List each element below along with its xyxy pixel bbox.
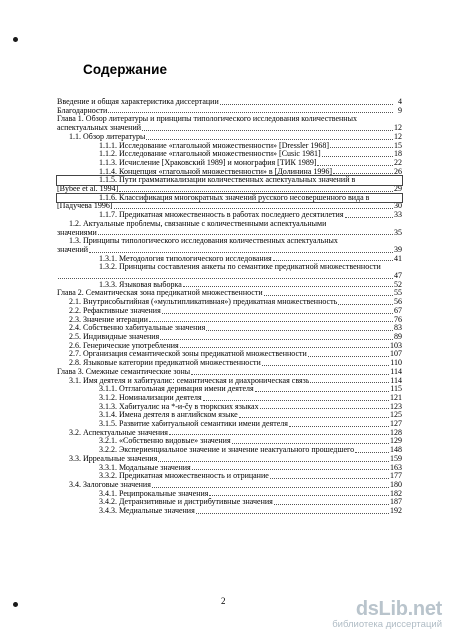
toc-entry[interactable] [57,498,402,507]
toc-entry-text: 3.2. Аспектуальные значения [69,428,168,437]
toc-entry[interactable] [57,316,402,325]
toc-entry[interactable] [57,420,402,429]
toc-entry-text: 3.3. Ирреальные значения [69,454,158,463]
toc-entry[interactable] [57,472,402,481]
dot-leader [108,111,393,113]
toc-entry-text: 1.1. Обзор литературы [69,132,146,141]
toc-page-number: 192 [390,506,402,516]
dot-leader [239,416,389,418]
toc-page-number: 18 [394,149,402,159]
toc-page-number: 182 [390,488,402,498]
toc-entry[interactable] [57,455,402,464]
toc-entry[interactable] [57,211,402,220]
toc-entry[interactable] [57,307,402,316]
toc-entry-text: 3.4.3. Медиальные значения [99,507,195,516]
corner-dot-top-left [13,37,18,42]
dot-leader [270,477,389,479]
toc-entry-text: 1.1.2. Исследование «глагольной множественности» [Cusic 1981] [99,150,321,159]
toc-entry[interactable] [57,159,402,168]
toc-entry-text: 3.3.1. Модальные значения [99,463,191,472]
toc-entry[interactable] [57,446,402,455]
toc-page-number: 55 [394,288,402,298]
dot-leader [149,320,393,322]
toc-page-number: 159 [390,453,402,463]
toc-entry[interactable] [57,255,402,264]
toc-entry[interactable] [57,263,402,280]
toc-entry-text: 3.3.2. Предикатная множественность и отрицание [99,472,269,481]
dot-leader [255,390,390,392]
toc-page-number: 47 [394,271,402,281]
toc-entry-text: Глава 2. Семантическая зона предикатной множественности [57,289,263,298]
toc-entry[interactable] [57,377,402,386]
toc-entry-text: 1.1.3. Исчисление [Храковский 1989] и монография [ТИК 1989] [99,158,317,167]
dot-leader [162,312,393,314]
page-title: Содержание [83,62,168,77]
dot-leader [338,303,393,305]
toc-page-number: 121 [390,392,402,402]
dot-leader [232,442,389,444]
dot-leader [146,138,393,140]
toc-page-number: 67 [394,305,402,315]
toc-page-number: 123 [390,401,402,411]
toc-entry-text: 1.2. Актуальные проблемы, связанные с количественными аспектуальными [69,219,327,228]
toc-entry[interactable] [57,403,402,412]
toc-page-number: 125 [390,410,402,420]
toc-entry-text: 2.6. Генерические употребления [69,341,179,350]
toc-page-number: 26 [394,166,402,176]
toc-entry-text: 3.4.2. Детранзитивные и дистрибутивные значения [99,498,273,507]
dot-leader [160,338,393,340]
dot-leader [262,364,389,366]
dot-leader [183,285,393,287]
toc-entry[interactable] [57,437,402,446]
toc-entry-text: Глава 3. Смежные семантические зоны [57,367,191,376]
toc-entry-text: 3.4.1. Реципрокальные значения [99,489,209,498]
toc-entry[interactable] [57,281,402,290]
toc-page-number: 128 [390,427,402,437]
toc-entry[interactable] [57,368,402,377]
toc-entry-text: 1.1.7. Предикатная множественность в работах последнего десятилетия [99,211,344,220]
toc-entry-text: 3.4. Залоговые значения [69,480,151,489]
toc-entry-text: Благодарности [57,106,108,115]
toc-entry[interactable] [57,237,402,254]
toc-page-number: 129 [390,436,402,446]
toc-entry-text: [Bybee et al. 1994] [57,185,119,194]
toc-page-number: 163 [390,462,402,472]
dot-leader [203,399,389,401]
toc-entry[interactable] [57,115,402,132]
dot-leader [308,355,389,357]
toc-page-number: 103 [390,340,402,350]
toc-page-number: 76 [394,314,402,324]
toc-page-number: 39 [394,244,402,254]
dot-leader [180,346,389,348]
toc-entry[interactable] [57,168,402,177]
toc-entry[interactable] [57,98,402,107]
toc-entry[interactable] [57,385,402,394]
toc-entry[interactable] [57,150,402,159]
toc-entry-text: аспектуальных значений [57,124,142,133]
toc-entry[interactable] [57,429,402,438]
toc-entry[interactable] [57,464,402,473]
toc-entry-text: 1.1.4. Концепция «глагольной множественности» в [Долинина 1996] [99,167,333,176]
toc-entry[interactable] [57,289,402,298]
dot-leader [196,512,389,514]
dot-leader [142,129,393,131]
toc-page-number: 107 [390,349,402,359]
toc-entry-text: Введение и общая характеристика диссертации [57,98,219,106]
dot-leader [158,460,389,462]
toc-entry[interactable] [57,324,402,333]
toc-entry[interactable] [57,350,402,359]
dot-leader [260,407,389,409]
corner-dot-bottom-left [13,602,18,607]
toc-entry-text: Глава 1. Обзор литературы и принципы типологического исследования количественных [57,115,357,124]
toc-page-number: 12 [394,131,402,141]
dot-leader [192,468,389,470]
toc-entry[interactable] [57,107,402,116]
dot-leader [264,294,393,296]
toc-entry-text: 3.1.1. Отглагольная деривация имени деятеля [99,385,254,394]
dot-leader [191,373,389,375]
toc-entry[interactable] [57,194,402,211]
dot-leader [98,233,393,235]
toc-entry-text: 1.1.1. Исследование «глагольной множественности» [Dressler 1968] [99,141,330,150]
dot-leader [310,381,389,383]
toc-entry-text: 2.5. Индивидные значения [69,332,160,341]
toc-page-number: 89 [394,331,402,341]
toc-page-number: 114 [390,366,402,376]
dot-leader [289,425,389,427]
toc-page-number: 35 [394,227,402,237]
dot-leader [274,503,389,505]
toc-entry-text: 2.7. Организация семантической зоны предикатной множественности [69,350,307,359]
toc-entry-text: 3.1. Имя деятеля и хабитуалис: семантическая и диахроническая связь [69,376,310,385]
toc-page-number: 41 [394,253,402,263]
dot-leader [273,259,393,261]
toc-entry[interactable] [57,142,402,151]
toc-entry-text: 3.2.1. «Собственно видовые» значения [99,437,231,446]
toc-entry-text: 1.1.5. Пути грамматикализации количественных аспектуальных значений в [99,176,356,185]
toc-entry[interactable] [57,298,402,307]
page-number: 2 [221,596,226,606]
toc-page-number: 15 [394,140,402,150]
toc-entry-text: 3.1.3. Хабитуалис на *-и-čу в тюркских языках [99,402,259,411]
dot-leader [169,433,389,435]
toc-entry[interactable] [57,507,402,516]
dot-leader [333,172,393,174]
watermark-subtitle: библиотека диссертаций [332,619,442,630]
toc-page-number: 83 [394,323,402,333]
toc-entry-text: 2.8. Языковые категории предикатной множественности [69,359,261,368]
toc-entry[interactable] [57,481,402,490]
table-of-contents [57,98,402,516]
dot-leader [220,103,393,105]
toc-entry-text: 3.1.4. Имена деятеля в английском языке [99,411,238,420]
toc-entry-text: значений [57,245,89,254]
toc-entry[interactable] [57,133,402,142]
toc-entry-text: 1.1.6. Классификация многократных значений русского несовершенного вида в [99,193,370,202]
toc-page-number: 12 [394,123,402,133]
toc-entry-text: [Падучева 1996] [57,202,113,211]
toc-entry[interactable] [57,490,402,499]
dot-leader [206,329,393,331]
dot-leader [58,277,393,279]
toc-entry-text: 3.2.2. Экспериенциальное значение и значение неактуального прошедшего [99,446,355,455]
toc-page-number: 56 [394,297,402,307]
toc-page-number: 127 [390,419,402,429]
dot-leader [322,155,393,157]
dot-leader [89,251,393,253]
toc-page-number: 114 [390,375,402,385]
toc-page-number: 22 [394,157,402,167]
toc-entry[interactable] [57,411,402,420]
toc-entry-text: 3.1.5. Развитие хабитуальной семантики имени деятеля [99,420,288,429]
toc-page-number: 115 [390,384,402,394]
toc-page-number: 33 [394,210,402,220]
toc-page-number: 187 [390,497,402,507]
watermark [332,598,442,630]
toc-page-number: 177 [390,471,402,481]
dot-leader [114,207,393,209]
dot-leader [355,451,389,453]
dot-leader [209,494,389,496]
toc-page-number: 52 [394,279,402,289]
toc-page-number: 29 [394,184,402,194]
toc-entry-text: 2.2. Рефактивные значения [69,306,161,315]
toc-entry[interactable] [57,342,402,351]
toc-entry-text: 1.3. Принципы типологического исследования количественных аспектуальных [69,237,338,246]
toc-page-number: 30 [394,201,402,211]
toc-entry-text: 1.3.1. Методология типологического исследования [99,254,272,263]
toc-entry[interactable] [57,220,402,237]
dot-leader [152,486,389,488]
watermark-logo: dsLib.net [355,598,442,620]
toc-entry-text: 2.4. Собственно хабитуальные значения [69,324,206,333]
dot-leader [119,190,393,192]
dot-leader [345,216,393,218]
toc-entry-text: 2.1. Внутрисобытийная («мультипликативная») предикатная множественность [69,298,338,307]
toc-entry[interactable] [57,333,402,342]
toc-page-number: 180 [390,479,402,489]
toc-page-number: 110 [390,358,402,368]
toc-entry-text: 1.3.3. Языковая выборка [99,280,182,289]
toc-entry[interactable] [57,394,402,403]
dot-leader [330,146,393,148]
toc-entry-text: 1.3.2. Принципы составления анкеты по семантике предикатной множественности [99,263,381,272]
toc-page-number: 4 [398,97,402,106]
toc-page-number: 148 [390,445,402,455]
toc-entry[interactable] [57,359,402,368]
toc-page-number: 9 [398,105,402,115]
toc-entry-text: 2.3. Значение итерации [69,315,148,324]
dot-leader [317,164,393,166]
toc-entry[interactable] [57,176,402,193]
toc-entry-text: значениями [57,228,97,237]
toc-entry-text: 3.1.2. Номинализации деятеля [99,393,202,402]
